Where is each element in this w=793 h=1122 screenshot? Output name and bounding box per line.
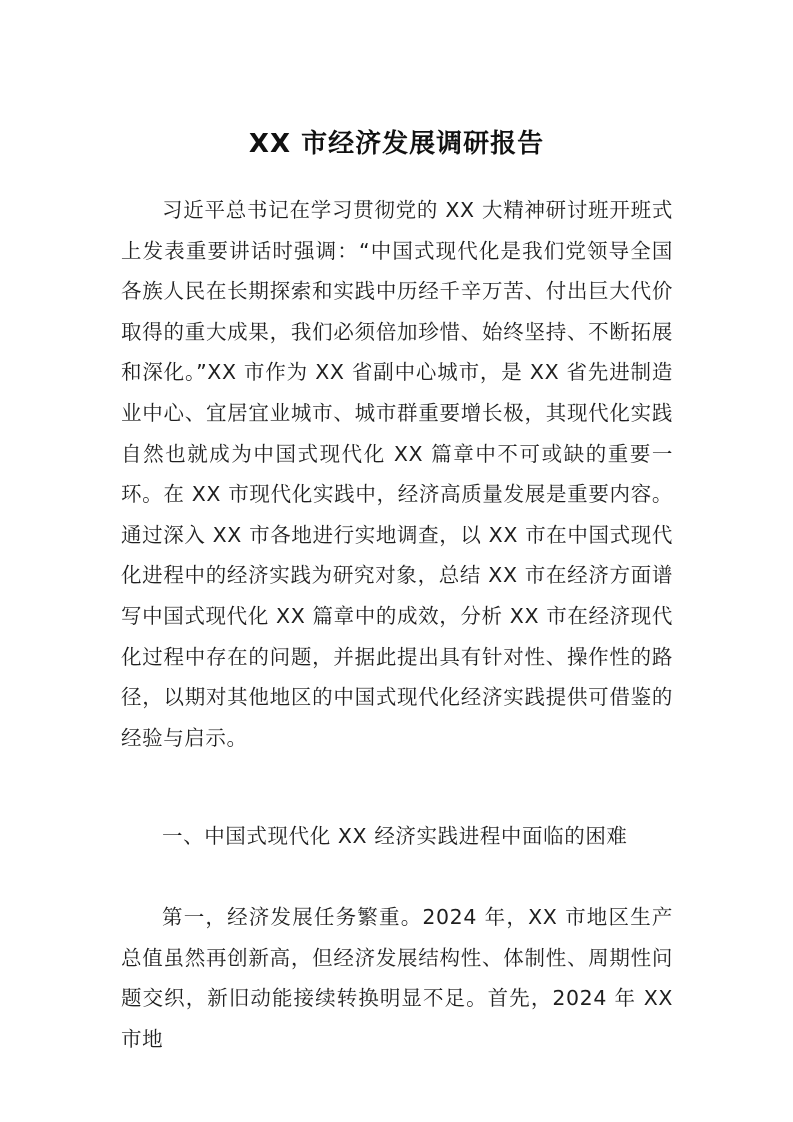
section-paragraph-block xyxy=(121,897,673,1059)
section-paragraph: 第一，经济发展任务繁重。2024 年，XX 市地区生产总值虽然再创新高，但经济发展结构性、体制性、周期性问题交织，新旧动能接续转换明显不足。首先，2024 年 XX 市地 xyxy=(121,905,673,1051)
section-heading: 一、中国式现代化 XX 经济实践进程中面临的困难 xyxy=(162,824,628,848)
intro-paragraph-block xyxy=(121,190,673,758)
intro-paragraph: 习近平总书记在学习贯彻党的 XX 大精神研讨班开班式上发表重要讲话时强调：“中国式现代化是我们党领导全国各族人民在长期探索和实践中历经千辛万苦、付出巨大代价取得的重大成果，我们必须倍加珍惜、始终坚持、不断拓展和深化。”XX 市作为 XX 省副中心城市，是 XX 省先进制造业中心、宜居宜业城市、城市群重要增长极，其现代化实践自然也就成为中国式现代化 XX 篇章中不可或缺的重要一环。在 XX 市现代化实践中，经济高质量发展是重要内容。通过深入 XX 市各地进行实地调查，以 XX 市在中国式现代化进程中的经济实践为研究对象，总结 XX 市在经济方面谱写中国式现代化 XX 篇章中的成效，分析 XX 市在经济现代化过程中存在的问题，并据此提出具有针对性、操作性的路径，以期对其他地区的中国式现代化经济实践提供可借鉴的经验与启示。 xyxy=(121,198,673,750)
section-heading-block xyxy=(121,816,673,857)
document-title: XX 市经济发展调研报告 xyxy=(248,129,545,159)
